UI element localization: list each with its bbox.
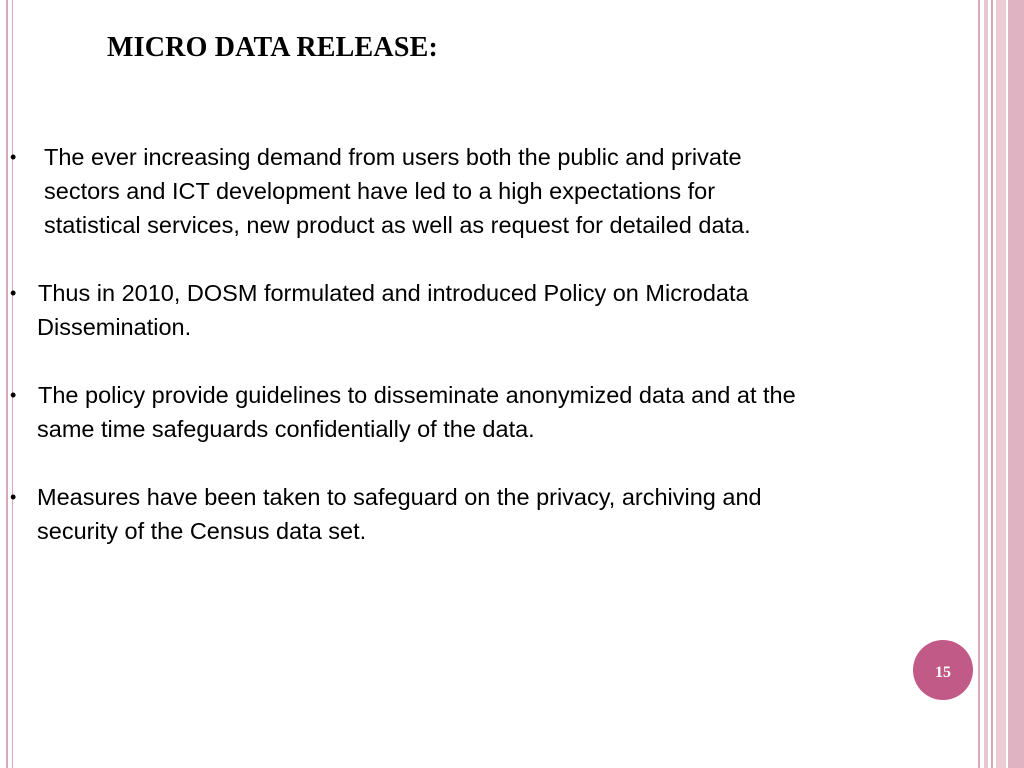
right-stripe bbox=[991, 0, 993, 768]
page-number: 15 bbox=[935, 664, 951, 681]
right-stripe bbox=[984, 0, 988, 768]
bullet-text-line: Measures have been taken to safeguard on the privacy, archiving and bbox=[37, 484, 762, 510]
bullet-text-line: statistical services, new product as well as request for detailed data. bbox=[44, 212, 751, 238]
bullet-marker: • bbox=[10, 283, 17, 303]
page-number-badge bbox=[913, 640, 973, 700]
bullet-text-line: Dissemination. bbox=[37, 314, 192, 340]
right-stripe bbox=[1008, 0, 1024, 768]
right-decorative-band bbox=[978, 0, 1024, 768]
bullet-text-line: sectors and ICT development have led to a high expectations for bbox=[44, 178, 716, 204]
bullet-text-line: The ever increasing demand from users both the public and private bbox=[44, 144, 742, 170]
bullet-text-line: The policy provide guidelines to disseminate anonymized data and at the bbox=[38, 382, 796, 408]
bullet-text-line: same time safeguards confidentially of the data. bbox=[37, 416, 535, 442]
slide-title: MICRO DATA RELEASE: bbox=[107, 32, 439, 63]
bullet-marker: • bbox=[10, 385, 17, 405]
bullet-text-line: security of the Census data set. bbox=[37, 518, 367, 544]
right-stripe bbox=[978, 0, 980, 768]
bullet-text-line: Thus in 2010, DOSM formulated and introduced Policy on Microdata bbox=[38, 280, 749, 306]
right-stripe bbox=[996, 0, 1006, 768]
bullet-marker: • bbox=[10, 487, 17, 507]
bullet-marker: • bbox=[10, 147, 17, 167]
